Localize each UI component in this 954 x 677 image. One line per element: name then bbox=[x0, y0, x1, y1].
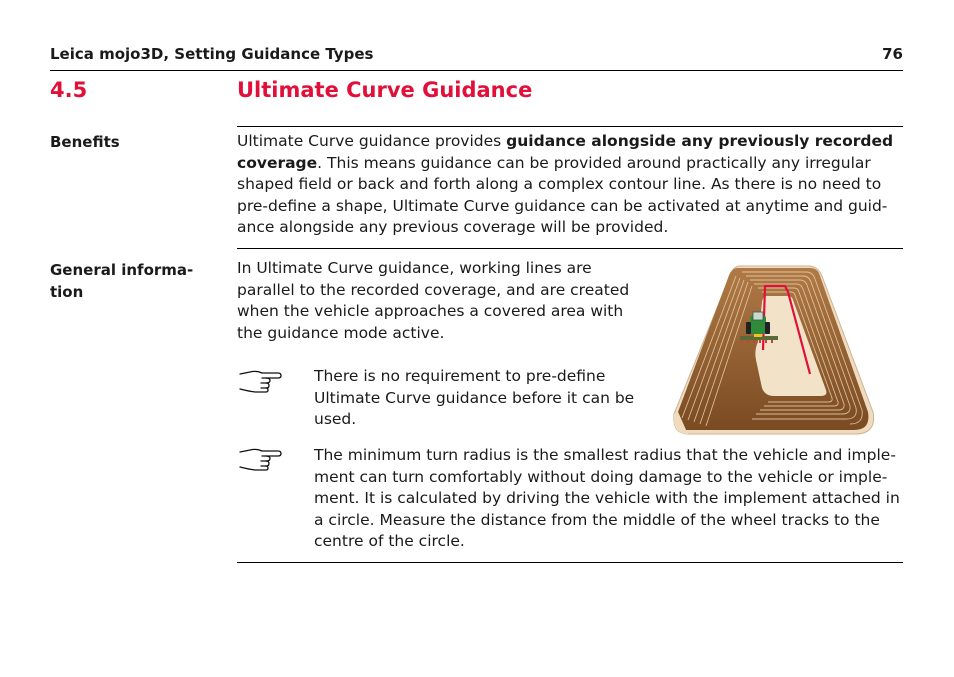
general-label: General informa-tion bbox=[50, 261, 194, 301]
note-1-text: There is no requirement to pre-define Ultimate Curve guidance before it can be used. bbox=[314, 367, 635, 428]
benefits-label: Benefits bbox=[50, 133, 120, 151]
benefits-text-pre: Ultimate Curve guidance provides bbox=[237, 132, 507, 150]
pointing-hand-icon bbox=[238, 446, 282, 472]
section-title: Ultimate Curve Guidance bbox=[237, 78, 533, 102]
header-rule bbox=[50, 70, 903, 71]
general-intro: In Ultimate Curve guidance, working lines are parallel to the recorded coverage, and are created when the vehicle approaches a covered area with the guidance mode active. bbox=[237, 259, 630, 342]
section-number: 4.5 bbox=[50, 78, 88, 102]
benefits-text-bold: guidance alongside any previously recorded coverage bbox=[237, 132, 894, 172]
field-illustration bbox=[670, 262, 878, 438]
benefits-top-rule bbox=[237, 126, 903, 127]
pointing-hand-icon bbox=[238, 368, 282, 394]
running-header: Leica mojo3D, Setting Guidance Types bbox=[50, 45, 374, 63]
benefits-text bbox=[237, 131, 903, 239]
note-2-text: The minimum turn radius is the smallest radius that the vehicle and imple-ment can turn comfortably without doing damage to the vehicle or imple-ment. It is calculated by driving the vehicle with the implement attached in a circle. Measure the distance from the middle of the wheel tracks to the centre of the circle. bbox=[314, 446, 900, 550]
section-bottom-rule bbox=[237, 562, 903, 563]
page-number: 76 bbox=[882, 45, 903, 63]
general-top-rule bbox=[237, 248, 903, 249]
benefits-text-post: . This means guidance can be provided around practically any irregular shaped field or back and forth along a complex contour line. As there is no need to pre-define a shape, Ultimate Curve guidance can be activated at anytime and guid-ance alongside any previous coverage will be provided. bbox=[237, 153, 888, 236]
